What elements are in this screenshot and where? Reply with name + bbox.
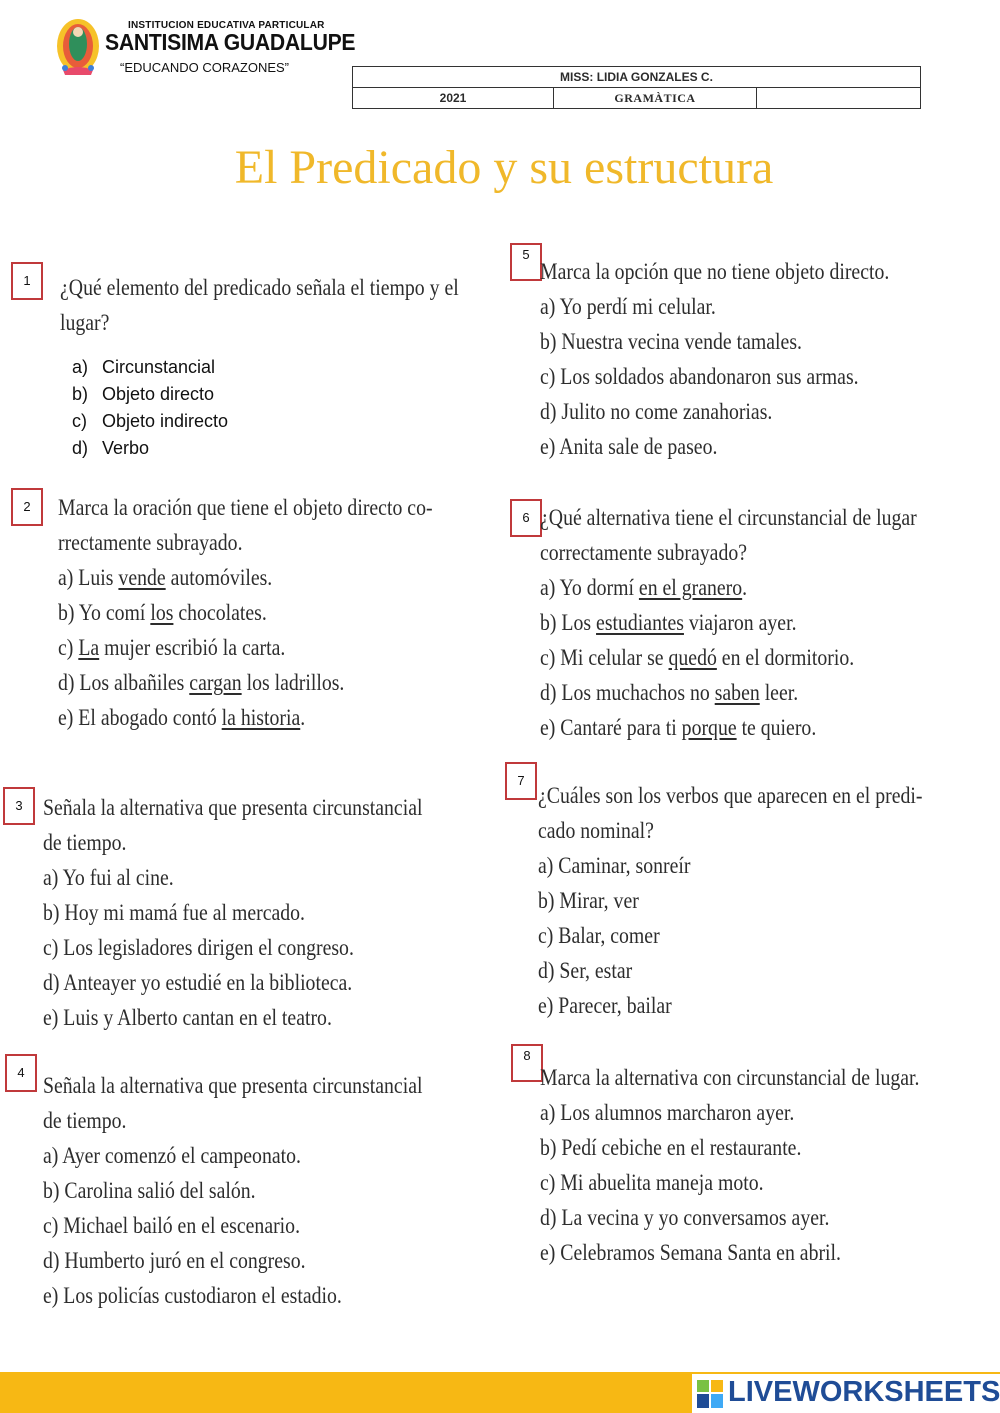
question-1-options: [72, 354, 228, 462]
option-text: a) Yo dormí: [540, 575, 639, 600]
option-row[interactable]: e) Anita sale de paseo.: [540, 434, 718, 459]
question-stem-line: ¿Qué elemento del predicado señala el tiempo y el: [60, 275, 459, 300]
school-logo: [55, 18, 101, 76]
option-row[interactable]: [540, 675, 985, 710]
question-5: [540, 254, 996, 464]
option-text: .: [300, 705, 306, 730]
question-stem-line: cado nominal?: [538, 818, 654, 843]
option-letter: b): [72, 384, 89, 404]
liveworksheets-logo-icon: [697, 1380, 723, 1408]
option-letter: c): [72, 411, 87, 431]
option-row[interactable]: d) Julito no come zanahorias.: [540, 399, 773, 424]
school-name: SANTISIMA GUADALUPE: [105, 29, 356, 55]
option-text: en el dormitorio.: [716, 645, 855, 670]
option-row[interactable]: e) Parecer, bailar: [538, 993, 672, 1018]
question-number-box: 6: [510, 499, 542, 537]
option-text: leer.: [759, 680, 799, 705]
option-text: d) Los muchachos no: [540, 680, 715, 705]
option-row[interactable]: [58, 595, 502, 630]
option-row[interactable]: [72, 435, 228, 462]
option-text: b) Yo comí: [58, 600, 151, 625]
underlined-text: vende: [118, 565, 166, 590]
option-row[interactable]: b) Mirar, ver: [538, 888, 639, 913]
question-stem-line: rrectamente subrayado.: [58, 530, 243, 555]
option-row[interactable]: [58, 700, 502, 735]
blank-cell: [757, 88, 921, 109]
option-row[interactable]: [540, 605, 985, 640]
option-row[interactable]: [72, 381, 228, 408]
option-text: Circunstancial: [102, 357, 216, 377]
option-row[interactable]: [58, 665, 502, 700]
option-row[interactable]: [540, 570, 985, 605]
option-text: a) Luis: [58, 565, 119, 590]
underlined-text: porque: [681, 715, 737, 740]
underlined-text: quedó: [668, 645, 717, 670]
question-stem-line: de tiempo.: [43, 1108, 127, 1133]
option-text: chocolates.: [173, 600, 267, 625]
option-row[interactable]: e) Luis y Alberto cantan en el teatro.: [43, 1005, 332, 1030]
option-text: .: [742, 575, 748, 600]
option-row[interactable]: d) La vecina y yo conversamos ayer.: [540, 1205, 830, 1230]
underlined-text: La: [78, 635, 100, 660]
option-row[interactable]: b) Hoy mi mamá fue al mercado.: [43, 900, 305, 925]
underlined-text: saben: [714, 680, 760, 705]
option-row[interactable]: e) Celebramos Semana Santa en abril.: [540, 1240, 841, 1265]
option-row[interactable]: a) Los alumnos marcharon ayer.: [540, 1100, 795, 1125]
option-row[interactable]: d) Humberto juró en el congreso.: [43, 1248, 306, 1273]
option-text: los ladrillos.: [241, 670, 345, 695]
option-text: e) Cantaré para ti: [540, 715, 682, 740]
question-stem-line: Marca la opción que no tiene objeto directo.: [540, 259, 890, 284]
option-text: d) Los albañiles: [58, 670, 190, 695]
option-row[interactable]: [58, 560, 502, 595]
question-stem-line: correctamente subrayado?: [540, 540, 748, 565]
question-4: [43, 1068, 507, 1313]
option-row[interactable]: a) Caminar, sonreír: [538, 853, 691, 878]
question-stem-line: Señala la alternativa que presenta circunstancial: [43, 1073, 423, 1098]
option-row[interactable]: c) Los legisladores dirigen el congreso.: [43, 935, 354, 960]
option-text: viajaron ayer.: [683, 610, 797, 635]
option-row[interactable]: c) Michael bailó en el escenario.: [43, 1213, 301, 1238]
question-number-box: 8: [511, 1044, 543, 1082]
school-motto: “EDUCANDO CORAZONES”: [120, 60, 290, 75]
option-row[interactable]: b) Carolina salió del salón.: [43, 1178, 256, 1203]
question-number-box: 1: [11, 262, 43, 300]
option-text: Objeto directo: [102, 384, 215, 404]
option-row[interactable]: [540, 710, 985, 745]
teacher-cell: MISS: LIDIA GONZALES C.: [353, 67, 921, 88]
option-row[interactable]: b) Pedí cebiche en el restaurante.: [540, 1135, 802, 1160]
question-stem-line: de tiempo.: [43, 830, 127, 855]
question-3: [43, 790, 488, 1035]
option-row[interactable]: c) Los soldados abandonaron sus armas.: [540, 364, 859, 389]
question-stem-line: Marca la alternativa con circunstancial de lugar.: [540, 1065, 920, 1090]
question-8: [540, 1060, 996, 1270]
option-text: automóviles.: [165, 565, 273, 590]
option-text: b) Los: [540, 610, 597, 635]
option-row[interactable]: c) Mi abuelita maneja moto.: [540, 1170, 764, 1195]
option-row[interactable]: c) Balar, comer: [538, 923, 660, 948]
option-text: c) Mi celular se: [540, 645, 669, 670]
option-text: Objeto indirecto: [102, 411, 229, 431]
underlined-text: en el granero: [638, 575, 743, 600]
option-text: e) El abogado contó: [58, 705, 222, 730]
option-row[interactable]: [58, 630, 502, 665]
option-letter: d): [72, 438, 89, 458]
question-6: [540, 500, 985, 745]
option-row[interactable]: a) Yo perdí mi celular.: [540, 294, 716, 319]
underlined-text: cargan: [189, 670, 242, 695]
underlined-text: estudiantes: [596, 610, 684, 635]
underlined-text: la historia: [221, 705, 301, 730]
question-number-box: 5: [510, 243, 542, 281]
year-cell: 2021: [353, 88, 554, 109]
underlined-text: los: [150, 600, 174, 625]
question-stem-line: Marca la oración que tiene el objeto directo co-: [58, 495, 433, 520]
option-row[interactable]: a) Ayer comenzó el campeonato.: [43, 1143, 301, 1168]
question-number-box: 2: [11, 488, 43, 526]
option-text: te quiero.: [736, 715, 817, 740]
option-row[interactable]: d) Anteayer yo estudié en la biblioteca.: [43, 970, 353, 995]
question-number-box: 7: [505, 762, 537, 800]
option-row[interactable]: a) Yo fui al cine.: [43, 865, 174, 890]
subject-cell: GRAMÀTICA: [554, 88, 757, 109]
liveworksheets-brand: LIVEWORKSHEETS: [728, 1376, 1000, 1408]
page-title: El Predicado y su estructura: [234, 141, 774, 194]
option-row[interactable]: e) Los policías custodiaron el estadio.: [43, 1283, 342, 1308]
option-row[interactable]: [540, 640, 985, 675]
option-text: mujer escribió la carta.: [99, 635, 286, 660]
option-row[interactable]: b) Nuestra vecina vende tamales.: [540, 329, 802, 354]
question-number-box: 3: [3, 787, 35, 825]
question-1: [60, 270, 502, 340]
question-7: [538, 778, 971, 1023]
option-text: c): [58, 635, 79, 660]
question-stem-line: ¿Cuáles son los verbos que aparecen en el predi-: [538, 783, 923, 808]
question-number-box: 4: [5, 1054, 37, 1092]
option-text: Verbo: [102, 438, 150, 458]
question-stem-line: ¿Qué alternativa tiene el circunstancial de lugar: [540, 505, 917, 530]
option-row[interactable]: [72, 408, 228, 435]
option-letter: a): [72, 357, 89, 377]
option-row[interactable]: d) Ser, estar: [538, 958, 633, 983]
question-2: [58, 490, 502, 735]
question-stem-line: Señala la alternativa que presenta circunstancial: [43, 795, 423, 820]
question-stem-line: lugar?: [60, 310, 110, 335]
option-row[interactable]: [72, 354, 228, 381]
info-table: [352, 66, 921, 109]
school-prefix: INSTITUCION EDUCATIVA PARTICULAR: [128, 20, 325, 31]
